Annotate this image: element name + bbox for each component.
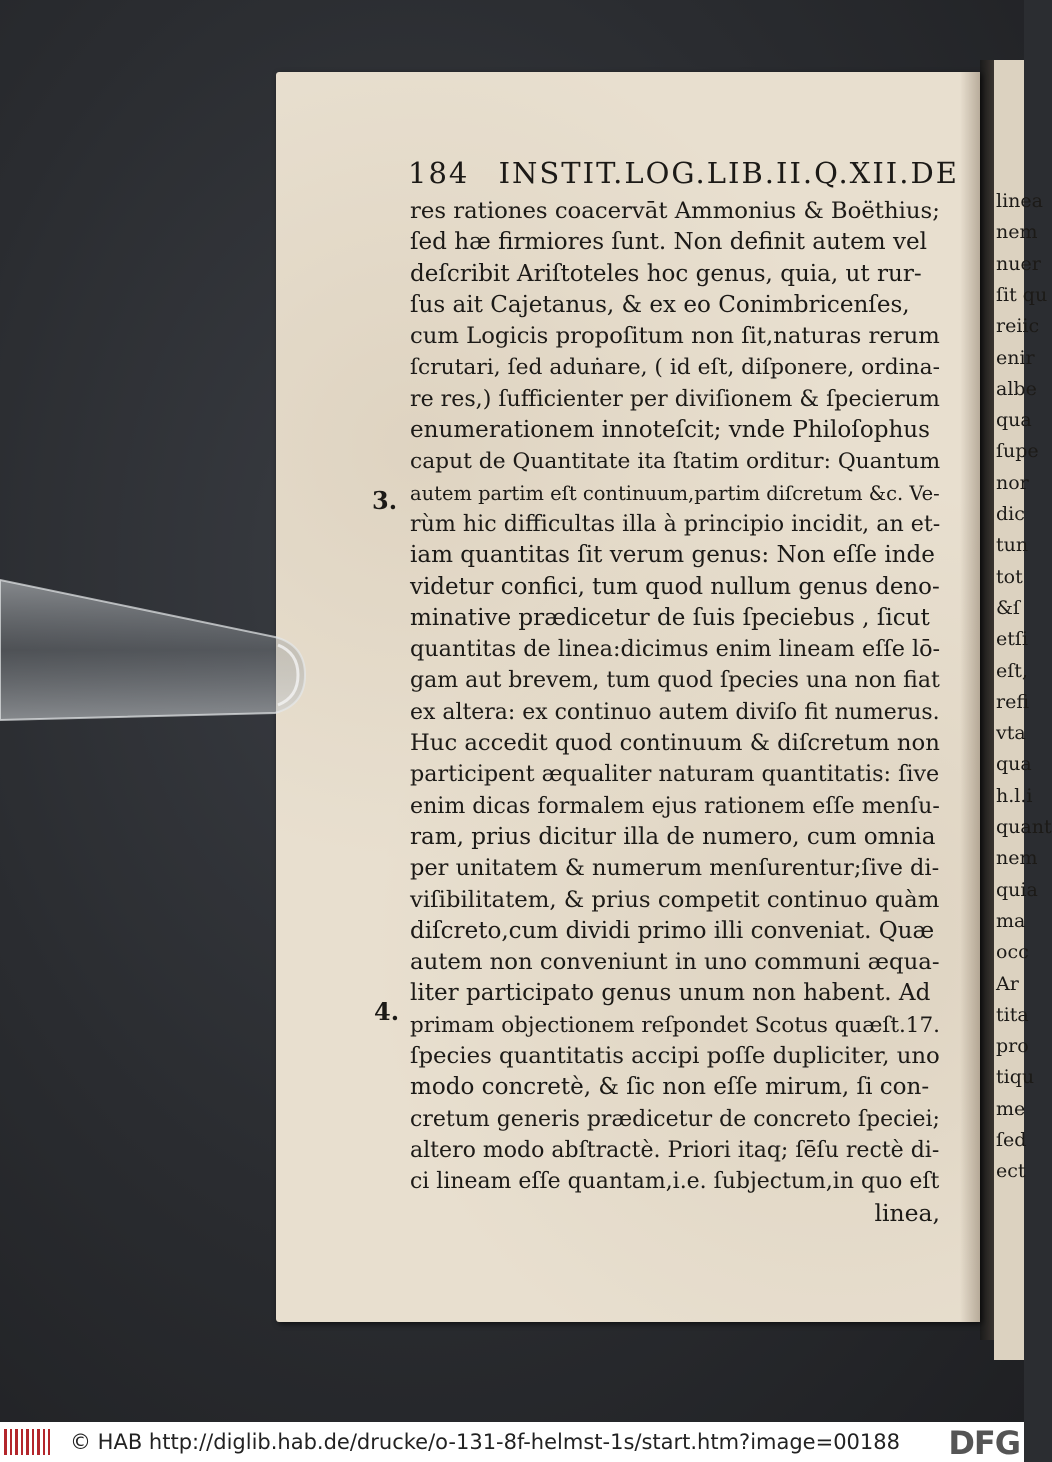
text-line: primam objectionem reſpondet Scotus quæſt.17. — [410, 1012, 940, 1038]
text-line: modo concretè, & ſic non eſſe mirum, ſi con- — [410, 1074, 930, 1101]
next-page-fragment: tiqu — [996, 1066, 1035, 1089]
next-page-edge — [994, 60, 1052, 1360]
next-page-fragment: albe — [996, 377, 1037, 400]
next-page-fragment: ſupe — [996, 440, 1039, 463]
text-line: diſcreto,cum dividi primo illi conveniat. Quæ — [410, 917, 935, 944]
next-page-fragment: eſt, — [996, 659, 1028, 682]
book-gutter — [980, 60, 994, 1340]
next-page-fragment: quia — [996, 878, 1038, 901]
next-page-fragment: etſi — [996, 628, 1028, 651]
footer-bar — [0, 1422, 1024, 1462]
next-page-fragment: pro — [996, 1035, 1029, 1058]
text-line: altero modo abſtractè. Priori itaq; ſēſu rectè di- — [410, 1137, 940, 1163]
hab-barcode-icon — [4, 1429, 50, 1455]
text-line: ſus ait Cajetanus, & ex eo Conimbricenſes, — [410, 291, 910, 318]
text-line: participent æqualiter naturam quantitatis: ſive — [410, 761, 940, 788]
next-page-fragment: refi — [996, 690, 1029, 713]
next-page-fragment: nor — [996, 471, 1029, 494]
dfg-logo: DFG — [942, 1424, 1020, 1462]
text-line: ſcrutari, ſed aduṅare, ( id eſt, diſponere, ordina- — [410, 355, 940, 381]
margin-number-3: 3. — [372, 486, 398, 515]
text-line: ci lineam eſſe quantam,i.e. ſubjectum,in quo eſt — [410, 1169, 940, 1195]
next-page-fragment: ma — [996, 909, 1026, 932]
next-page-fragment: tita — [996, 1003, 1029, 1026]
next-page-fragment: qua — [996, 409, 1032, 432]
text-line: autem non conveniunt in uno communi æqua- — [410, 949, 940, 976]
next-page-fragment: nem — [996, 221, 1038, 244]
next-page-fragment: Ar — [996, 972, 1019, 995]
next-page-fragment: nem — [996, 847, 1038, 870]
text-line: gam aut brevem, tum quod ſpecies una non fiat — [410, 668, 940, 694]
running-header — [408, 156, 959, 194]
text-line: ram, prius dicitur illa de numero, cum omnia — [410, 823, 936, 850]
page-number: 184 — [408, 156, 470, 190]
next-page-fragment: nuer — [996, 252, 1041, 275]
margin-number-4: 4. — [374, 997, 400, 1026]
text-line: rùm hic difficultas illa à principio incidit, an et- — [410, 510, 941, 537]
next-page-fragment: reiic — [996, 315, 1040, 338]
next-page-fragment: vta — [996, 722, 1026, 745]
text-line: cretum generis prædicetur de concreto ſpeciei; — [410, 1106, 940, 1132]
text-line: ſed hæ firmiores ſunt. Non definit autem vel — [410, 229, 927, 256]
text-line: quantitas de linea:dicimus enim lineam eſſe lō- — [410, 636, 941, 663]
text-line: viſibilitatem, & prius competit continuo quàm — [410, 886, 940, 913]
next-page-fragment: ſit qu — [996, 283, 1048, 306]
text-line: re res,) ſufficienter per diviſionem & ſpecierum — [410, 385, 940, 412]
page-body-text — [410, 196, 950, 1229]
next-page-fragment: enir — [996, 346, 1035, 369]
next-page-fragment: ſed — [996, 1129, 1027, 1151]
next-page-fragment: &ſ — [996, 596, 1020, 619]
next-page-fragment: tun — [996, 534, 1029, 557]
footer-credit-link[interactable]: © HAB http://diglib.hab.de/drucke/o-131-8f-helmst-1s/start.htm?image=00188 — [70, 1430, 901, 1454]
running-title: INSTIT.LOG.LIB.II.Q.XII.DE — [498, 156, 959, 190]
text-line: caput de Quantitate ita ſtatim orditur: Quantum — [410, 449, 941, 475]
catchword: linea, — [874, 1198, 940, 1227]
text-line: iam quantitas ſit verum genus: Non eſſe inde — [410, 542, 935, 569]
text-line: per unitatem & numerum menſurentur;ſive di- — [410, 855, 940, 882]
text-line: cum Logicis propoſitum non ſit,naturas rerum — [410, 323, 940, 350]
text-line: deſcribit Ariſtoteles hoc genus, quia, ut rur- — [410, 260, 922, 287]
next-page-fragment: dic — [996, 503, 1025, 525]
text-line: autem partim eſt continuum,partim diſcretum &c. Ve- — [410, 481, 940, 505]
text-line: Huc accedit quod continuum & diſcretum non — [410, 730, 940, 757]
text-line: minative prædicetur de ſuis ſpeciebus , ſicut — [410, 604, 930, 631]
glass-page-weight — [0, 575, 310, 725]
next-page-fragment: me — [996, 1097, 1026, 1120]
text-line: res rationes coacervāt Ammonius & Boëthius; — [410, 198, 940, 224]
text-line: liter participato genus unum non habent. Ad — [410, 980, 931, 1007]
text-line: enumerationem innoteſcit; vnde Philoſophus — [410, 417, 930, 444]
next-page-fragment: linea — [996, 190, 1043, 212]
next-page-fragment: tot — [996, 565, 1023, 588]
next-page-fragment: occ — [996, 941, 1029, 964]
next-page-fragment: quant — [996, 816, 1052, 838]
text-line: enim dicas formalem ejus rationem eſſe menſu- — [410, 793, 940, 819]
text-line: ex altera: ex continuo autem diviſo fit numerus. — [410, 699, 940, 725]
next-page-fragment: ect — [996, 1160, 1026, 1183]
next-page-fragment: qua — [996, 753, 1032, 776]
next-page-fragment: h.l.i — [996, 784, 1033, 807]
text-line: videtur confici, tum quod nullum genus deno- — [410, 573, 940, 600]
text-line: ſpecies quantitatis accipi poſſe dupliciter, uno — [410, 1043, 940, 1070]
